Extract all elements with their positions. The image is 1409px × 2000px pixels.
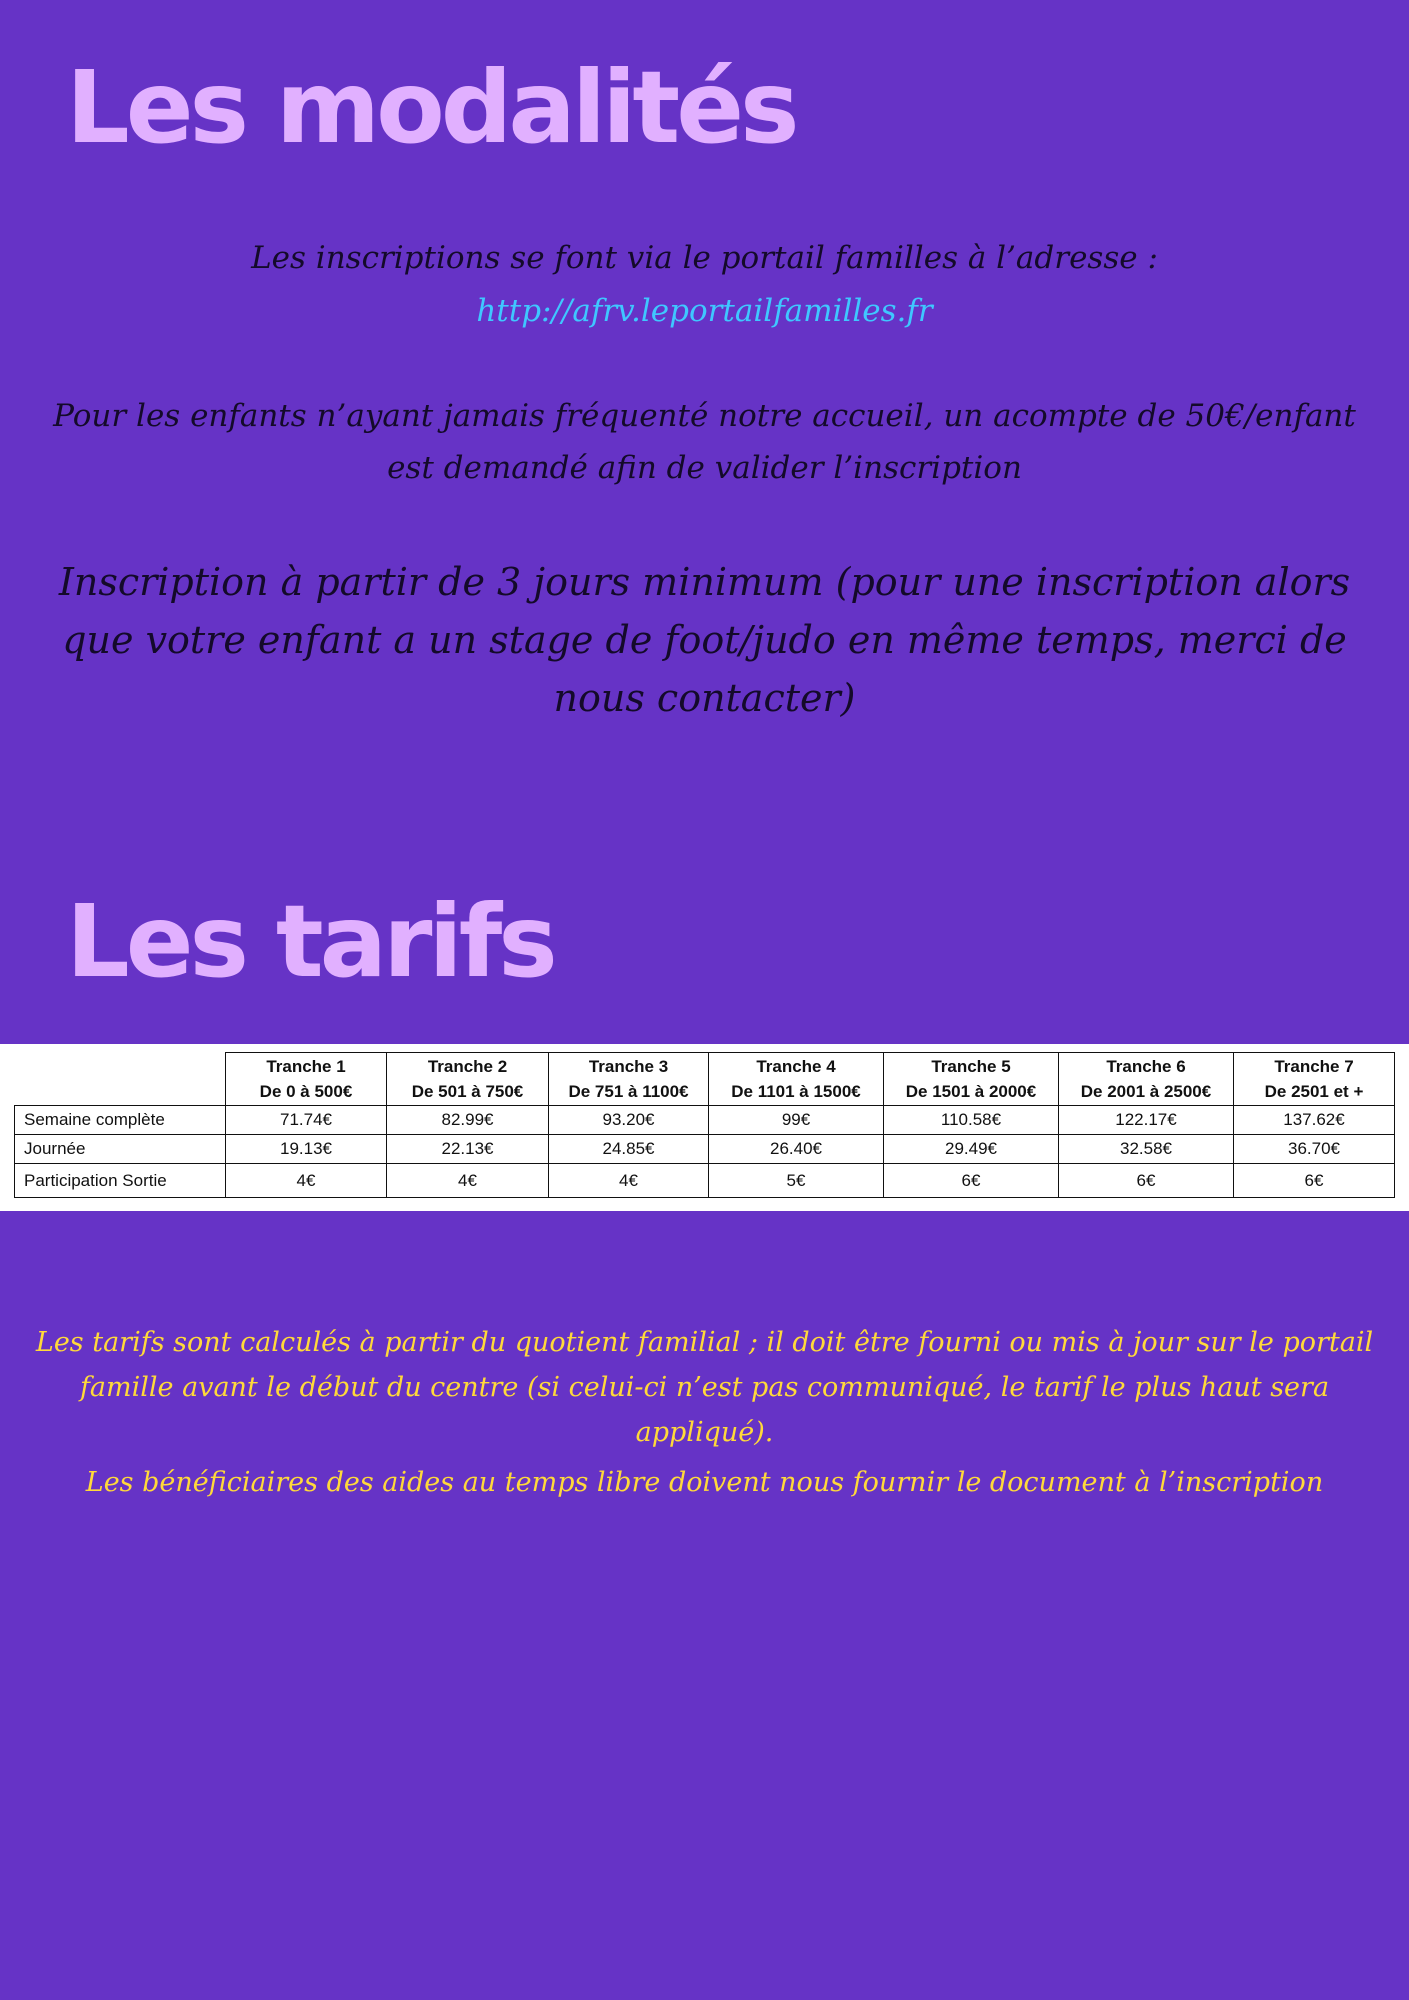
header-tranche-7: Tranche 7 De 2501 et + [1234,1053,1395,1106]
table-row [15,1106,1395,1135]
table-cell: 6€ [884,1164,1059,1198]
header-tranche-4: Tranche 4 De 1101 à 1500€ [709,1053,884,1106]
table-cell: 4€ [549,1164,709,1198]
section-title-tarifs: Les tarifs [66,883,554,1000]
table-cell: 29.49€ [884,1135,1059,1164]
table-cell: 137.62€ [1234,1106,1395,1135]
aides-note: Les bénéficiaires des aides au temps libre doivent nous fournir le document à l’inscription [85,1467,1324,1498]
header-tranche-2: Tranche 2 De 501 à 750€ [387,1053,549,1106]
table-cell: 6€ [1059,1164,1234,1198]
table-header-row [15,1053,1395,1106]
row-label: Participation Sortie [15,1164,226,1198]
inscription-line: Les inscriptions se font via le portail familles à l’adresse : [251,240,1158,276]
tarifs-table-panel [0,1044,1409,1211]
table-cell: 82.99€ [387,1106,549,1135]
table-cell: 99€ [709,1106,884,1135]
table-cell: 32.58€ [1059,1135,1234,1164]
header-tranche-1: Tranche 1 De 0 à 500€ [226,1053,387,1106]
row-label: Journée [15,1135,226,1164]
table-cell: 4€ [226,1164,387,1198]
table-cell: 24.85€ [549,1135,709,1164]
tarifs-table [14,1052,1395,1198]
table-cell: 4€ [387,1164,549,1198]
table-cell: 71.74€ [226,1106,387,1135]
table-cell: 93.20€ [549,1106,709,1135]
acompte-paragraph: Pour les enfants n’ayant jamais fréquenté notre accueil, un acompte de 50€/enfant est demandé afin de valider l’inscription [53,398,1356,486]
table-cell: 110.58€ [884,1106,1059,1135]
table-row [15,1135,1395,1164]
inscription-intro [40,232,1369,338]
row-label: Semaine complète [15,1106,226,1135]
header-tranche-3: Tranche 3 De 751 à 1100€ [549,1053,709,1106]
table-cell: 122.17€ [1059,1106,1234,1135]
header-tranche-6: Tranche 6 De 2001 à 2500€ [1059,1053,1234,1106]
table-cell: 36.70€ [1234,1135,1395,1164]
table-corner-cell [15,1053,226,1106]
table-cell: 19.13€ [226,1135,387,1164]
table-cell: 22.13€ [387,1135,549,1164]
quotient-note: Les tarifs sont calculés à partir du quotient familial ; il doit être fourni ou mis à jour sur le portail famille avant le début du centre (si celui-ci n’est pas communiqué, le tarif le plus haut sera appliqué). [35,1327,1374,1448]
minimum-days-paragraph: Inscription à partir de 3 jours minimum (pour une inscription alors que votre enfant a un stage de foot/judo en même temps, merci de nous contacter) [58,560,1351,720]
table-row [15,1164,1395,1198]
header-tranche-5: Tranche 5 De 1501 à 2000€ [884,1053,1059,1106]
table-cell: 6€ [1234,1164,1395,1198]
table-cell: 26.40€ [709,1135,884,1164]
section-title-modalites: Les modalités [66,49,796,166]
table-cell: 5€ [709,1164,884,1198]
portal-link[interactable]: http://afrv.leportailfamilles.fr [476,293,933,329]
